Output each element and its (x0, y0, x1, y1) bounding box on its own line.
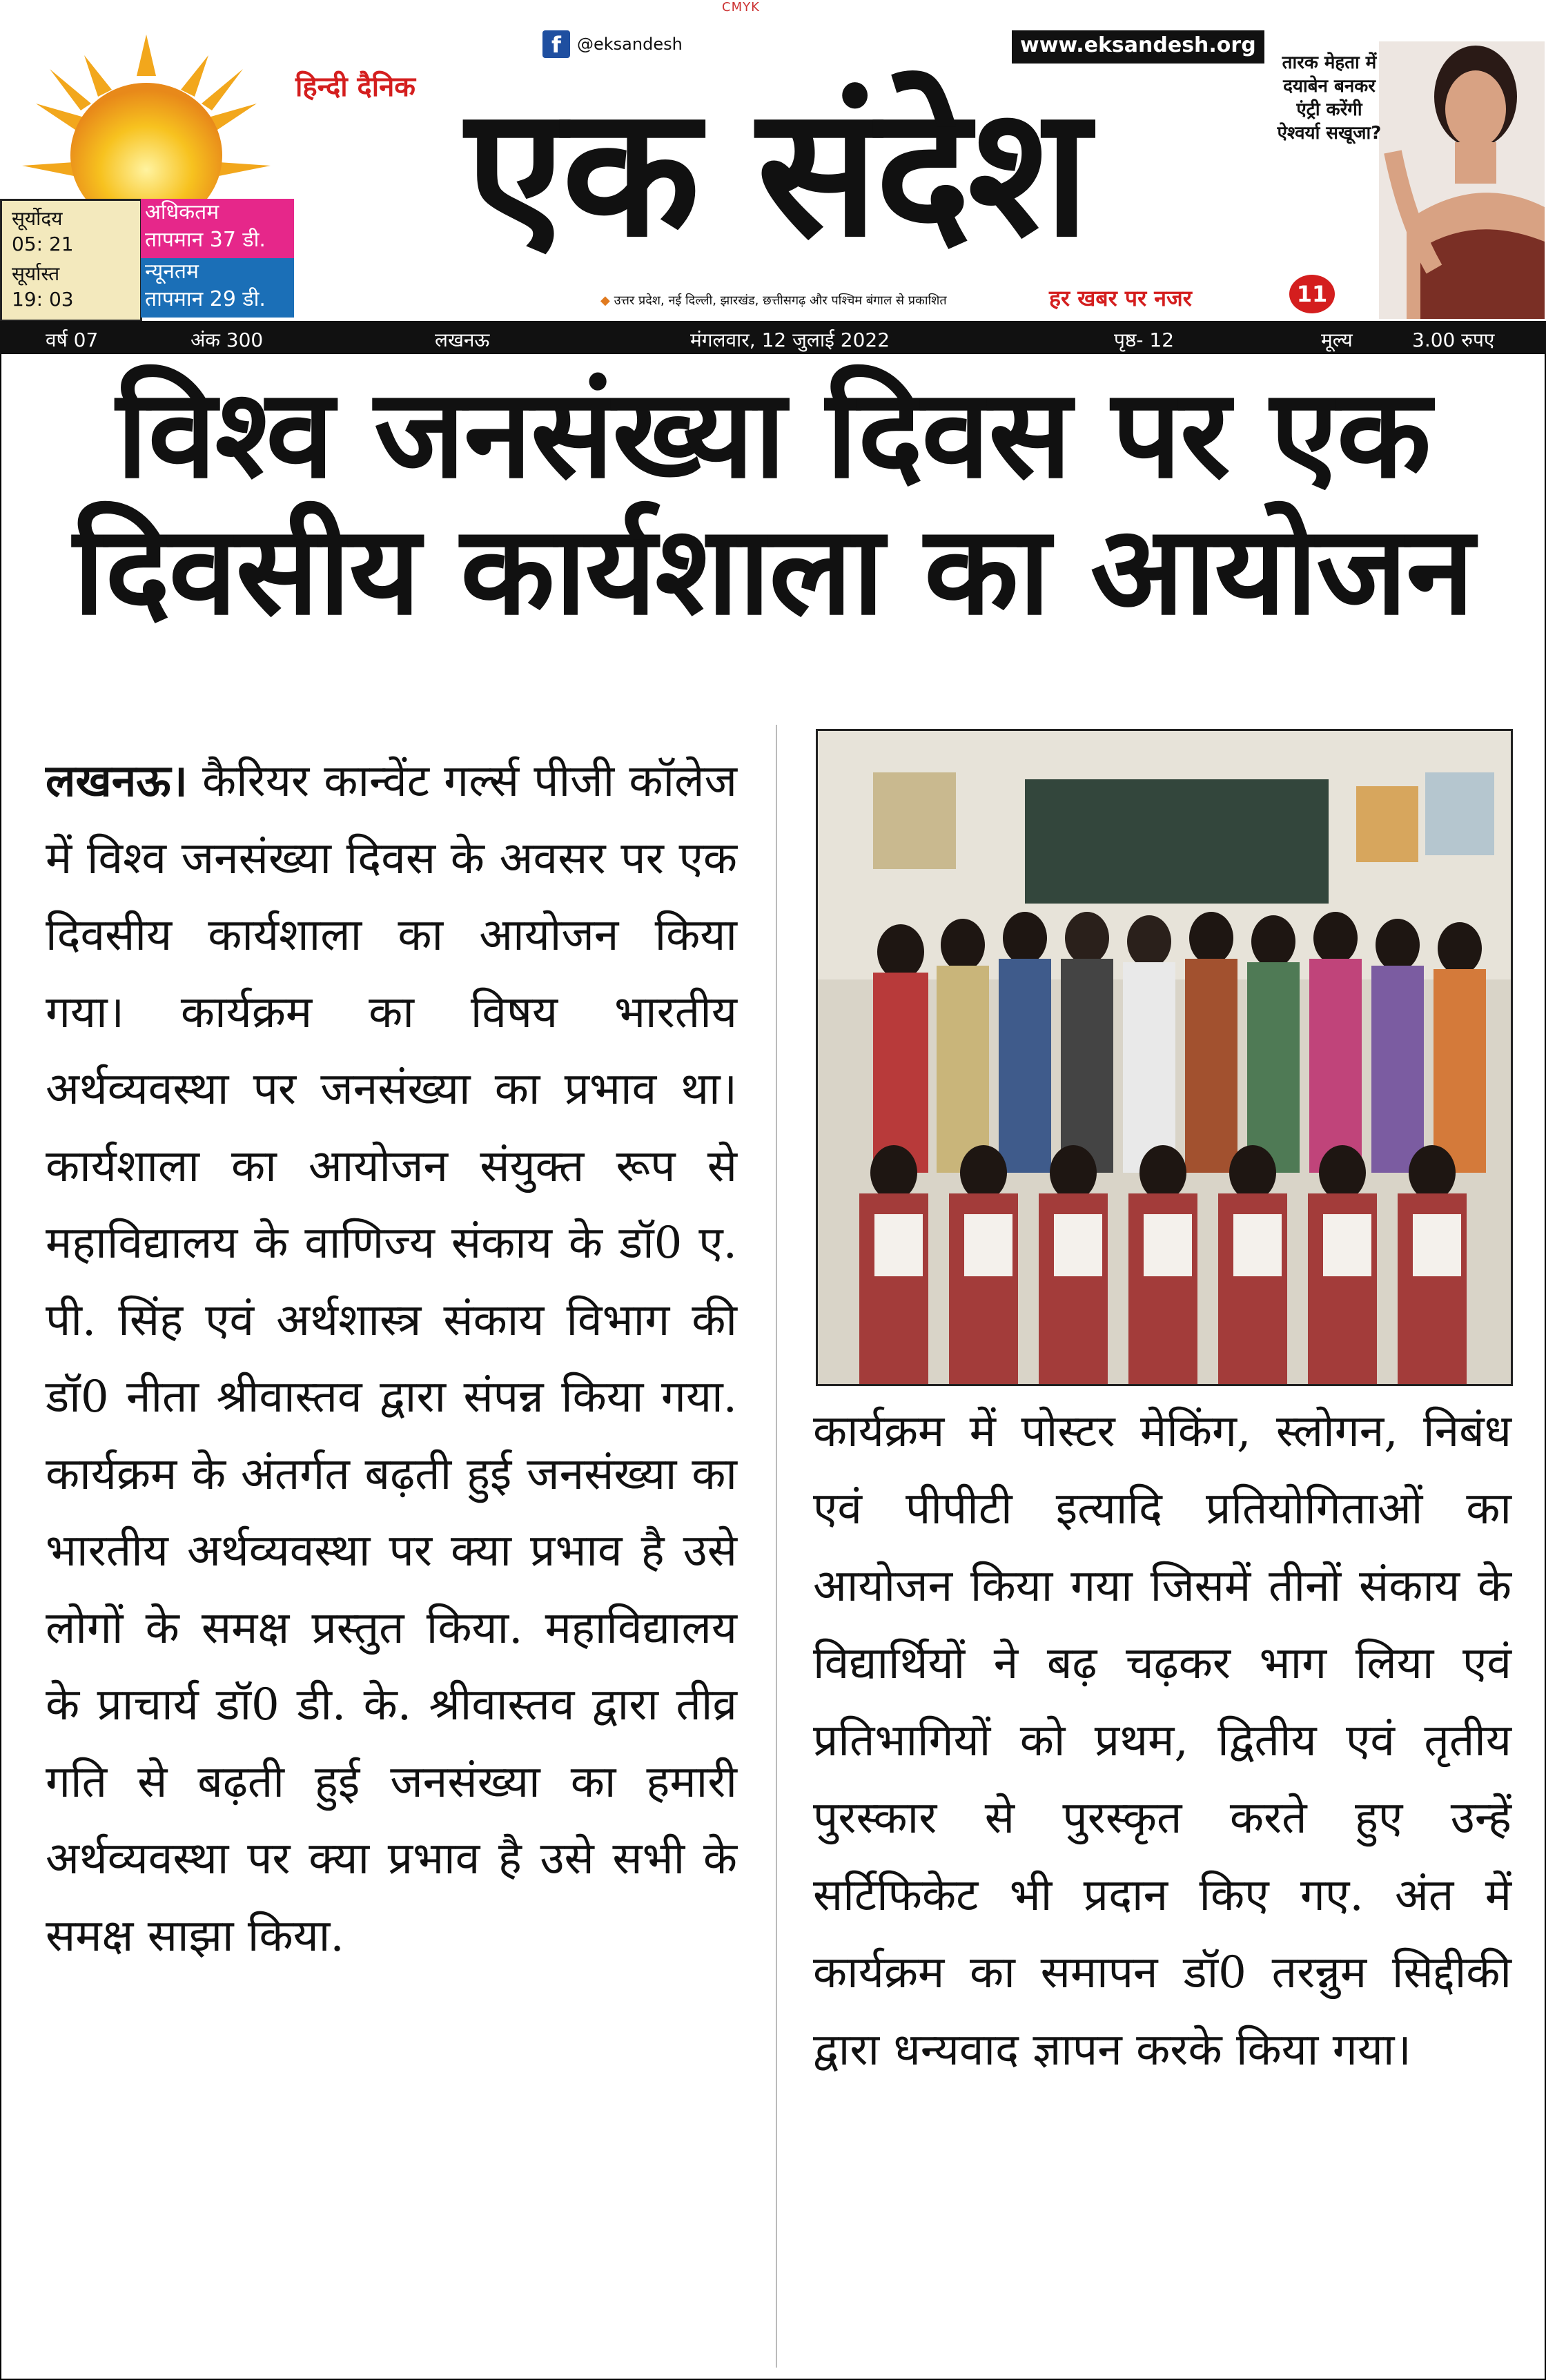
published-from (600, 292, 947, 309)
website-url[interactable]: www.eksandesh.org (1012, 30, 1264, 64)
group-photo-image (818, 731, 1511, 1384)
price-label: मूल्य (1321, 329, 1353, 351)
edition-city: लखनऊ (435, 329, 490, 351)
issue-number: अंक 300 (190, 329, 264, 351)
headline-line-2: दिवसीय कार्यशाला का आयोजन (72, 499, 1474, 642)
temperature-box (141, 199, 294, 318)
temp-max-label: अधिकतम (145, 200, 219, 224)
bullet-icon: ◆ (600, 293, 614, 308)
hindi-dainik-label: हिन्दी दैनिक (295, 71, 416, 103)
article-headline (41, 362, 1505, 642)
article-text-left: कैरियर कान्वेंट गर्ल्स पीजी कॉलेज में विश्व जनसंख्या दिवस के अवसर पर एक दिवसीय कार्यशाला का आयोजन किया गया। कार्यक्रम का विषय भारतीय अर्थव्यवस्था पर जनसंख्या का प्रभाव था। कार्यशाला का आयोजन संयुक्त रूप से महाविद्यालय के वाणिज्य संकाय के डॉ0 ए. पी. सिंह एवं अर्थशास्त्र संकाय विभाग की डॉ0 नीता श्रीवास्तव द्वारा संपन्न किया गया. कार्यक्रम के अंतर्गत बढ़ती हुई जनसंख्या का भारतीय अर्थव्यवस्था पर क्या प्रभाव है उसे लोगों के समक्ष प्रस्तुत किया. महाविद्यालय के प्राचार्य डॉ0 डी. के. श्रीवास्तव द्वारा तीव्र गति से बढ़ती हुई जनसंख्या का हमारी अर्थव्यवस्था पर क्या प्रभाव है उसे सभी के समक्ष साझा किया. (46, 756, 738, 1962)
price-value: 3.00 रुपए (1412, 329, 1495, 351)
sunrise-time: 05: 21 (12, 233, 74, 255)
tagline: हर खबर पर नजर (1049, 285, 1192, 311)
promo-text: तारक मेहता में दयाबेन बनकर एंट्री करेंगी ऐश्वर्या सखूजा? (1277, 52, 1382, 144)
sunrise-label: सूर्योदय (12, 207, 63, 230)
temp-min-value: तापमान 29 डी. (145, 287, 266, 311)
temp-max (141, 199, 294, 258)
article-text-right: कार्यक्रम में पोस्टर मेकिंग, स्लोगन, निबंध एवं पीपीटी इत्यादि प्रतियोगिताओं का आयोजन किया गया जिसमें तीनों संकाय के विद्यार्थियों ने बढ़ चढ़कर भाग लिया एवं प्रतिभागियों को प्रथम, द्वितीय एवं तृतीय पुरस्कार से पुरस्कृत करते हुए उन्हें सर्टिफिकेट भी प्रदान किए गए. अंत में कार्यक्रम का समापन डॉ0 तरन्नुम सिद्दीकी द्वारा धन्यवाद ज्ञापन करके किया गया। (813, 1406, 1511, 2076)
issue-date: मंगलवार, 12 जुलाई 2022 (690, 329, 890, 351)
article-lead-city: लखनऊ। (46, 755, 188, 807)
newspaper-title: एक संदेश (465, 68, 1088, 277)
article-body-left (46, 743, 737, 1975)
volume-year: वर्ष 07 (46, 329, 99, 351)
facebook-handle[interactable] (542, 30, 683, 58)
temp-min-label: न्यूनतम (145, 260, 199, 284)
print-registration-mark: CMYK (722, 0, 760, 14)
masthead (0, 0, 1546, 321)
published-from-text: उत्तर प्रदेश, नई दिल्ली, झारखंड, छत्तीसगढ़ और पश्चिम बंगाल से प्रकाशित (614, 293, 947, 308)
column-divider (776, 725, 777, 2368)
sunset-label: सूर्यास्त (12, 262, 60, 285)
headline-line-1: विश्व जनसंख्या दिवस पर एक (116, 362, 1430, 505)
temp-max-value: तापमान 37 डी. (145, 228, 266, 252)
facebook-handle-text: @eksandesh (577, 35, 683, 54)
facebook-icon: f (542, 30, 570, 58)
dateline-bar (0, 321, 1546, 354)
page-number: पृष्ठ- 12 (1114, 329, 1175, 351)
sunset-time: 19: 03 (12, 288, 74, 311)
sun-logo-icon (8, 28, 284, 207)
article-photo (816, 729, 1513, 1386)
article-body-right (813, 1393, 1511, 2089)
temp-min (141, 258, 294, 318)
promo-page-badge: 11 (1289, 275, 1335, 313)
promo-teaser[interactable] (1269, 41, 1545, 319)
sun-times-box (0, 199, 142, 322)
